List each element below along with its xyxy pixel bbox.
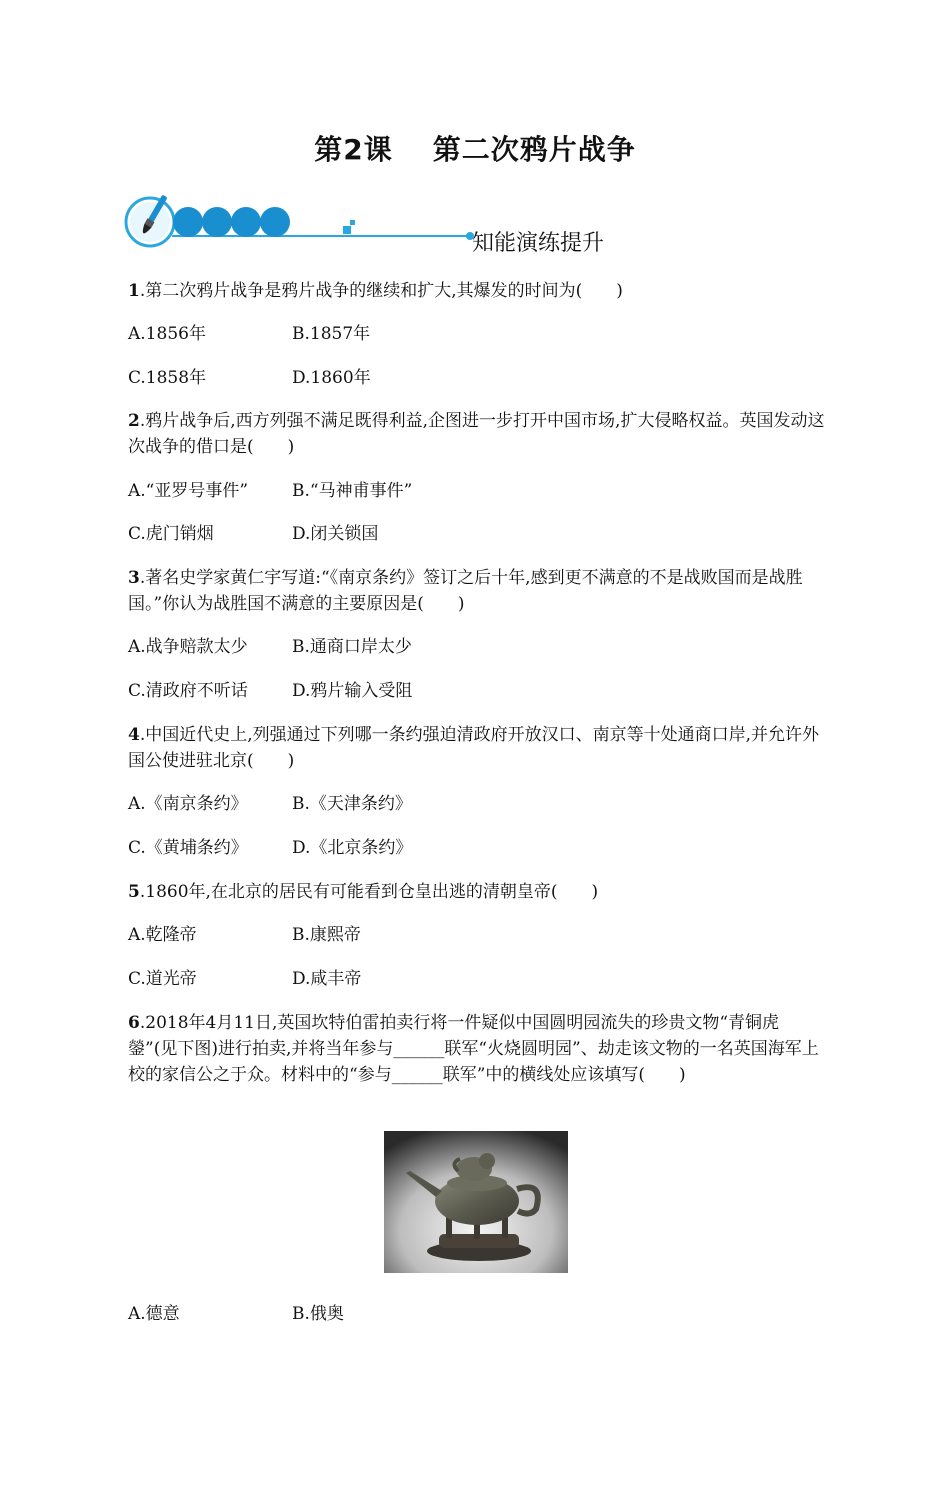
question-text: .2018年4月11日,英国坎特伯雷拍卖行将一件疑似中国圆明园流失的珍贵文物“青铜虎鎣”(见下图)进行拍卖,并将当年参与______联军“火烧圆明园”、劫走该文物的一名英国海军上校的家信公之于众。材料中的“参与______联军”中的横线处应该填写( ) (128, 1013, 819, 1085)
question-5 (128, 879, 828, 905)
bronze-tiger-vessel-photo (384, 1131, 568, 1273)
option-b: B.康熙帝 (292, 925, 361, 945)
option-a: A.德意 (128, 1304, 180, 1324)
option-c: C.虎门销烟 (128, 524, 214, 544)
question-number: 5 (128, 882, 140, 902)
option-d: D.《北京条约》 (292, 838, 413, 858)
question-text: .第二次鸦片战争是鸦片战争的继续和扩大,其爆发的时间为( ) (139, 281, 623, 301)
option-d: D.鸦片输入受阻 (292, 681, 413, 701)
option-b: B.通商口岸太少 (292, 637, 412, 657)
question-2 (128, 408, 828, 460)
question-4 (128, 722, 828, 774)
option-c: C.1858年 (128, 368, 207, 388)
question-1 (128, 278, 828, 304)
question-number: 4 (128, 725, 140, 745)
section-banner-title: 知能演练提升 (472, 231, 605, 256)
option-b: B.1857年 (292, 324, 371, 344)
option-a: A.“亚罗号事件” (128, 481, 249, 501)
option-a: A.战争赔款太少 (128, 637, 248, 657)
option-c: C.《黄埔条约》 (128, 838, 248, 858)
option-a: A.乾隆帝 (128, 925, 197, 945)
question-text: .中国近代史上,列强通过下列哪一条约强迫清政府开放汉口、南京等十处通商口岸,并允许外国公使进驻北京( ) (128, 725, 820, 771)
lesson-number: 第2课 (314, 133, 393, 166)
question-text: .1860年,在北京的居民有可能看到仓皇出逃的清朝皇帝( ) (139, 882, 599, 902)
question-number: 3 (128, 568, 140, 588)
question-3 (128, 565, 828, 617)
option-d: D.闭关锁国 (292, 524, 379, 544)
question-number: 2 (128, 411, 140, 431)
question-number: 6 (128, 1013, 140, 1033)
option-d: D.咸丰帝 (292, 969, 362, 989)
lesson-name: 第二次鸦片战争 (432, 133, 636, 166)
option-b: B.俄奥 (292, 1304, 344, 1324)
option-b: B.“马神甫事件” (292, 481, 413, 501)
option-b: B.《天津条约》 (292, 794, 412, 814)
question-text: .著名史学家黄仁宇写道:“《南京条约》签订之后十年,感到更不满意的不是战败国而是战胜国。”你认为战胜国不满意的主要原因是( ) (128, 568, 803, 614)
option-c: C.道光帝 (128, 969, 197, 989)
option-c: C.清政府不听话 (128, 681, 248, 701)
option-a: A.《南京条约》 (128, 794, 248, 814)
option-a: A.1856年 (128, 324, 206, 344)
option-d: D.1860年 (292, 368, 371, 388)
question-number: 1 (128, 281, 140, 301)
question-6 (128, 1010, 828, 1088)
page-title (0, 128, 950, 168)
question-text: .鸦片战争后,西方列强不满足既得利益,企图进一步打开中国市场,扩大侵略权益。英国发动这次战争的借口是( ) (128, 411, 825, 457)
